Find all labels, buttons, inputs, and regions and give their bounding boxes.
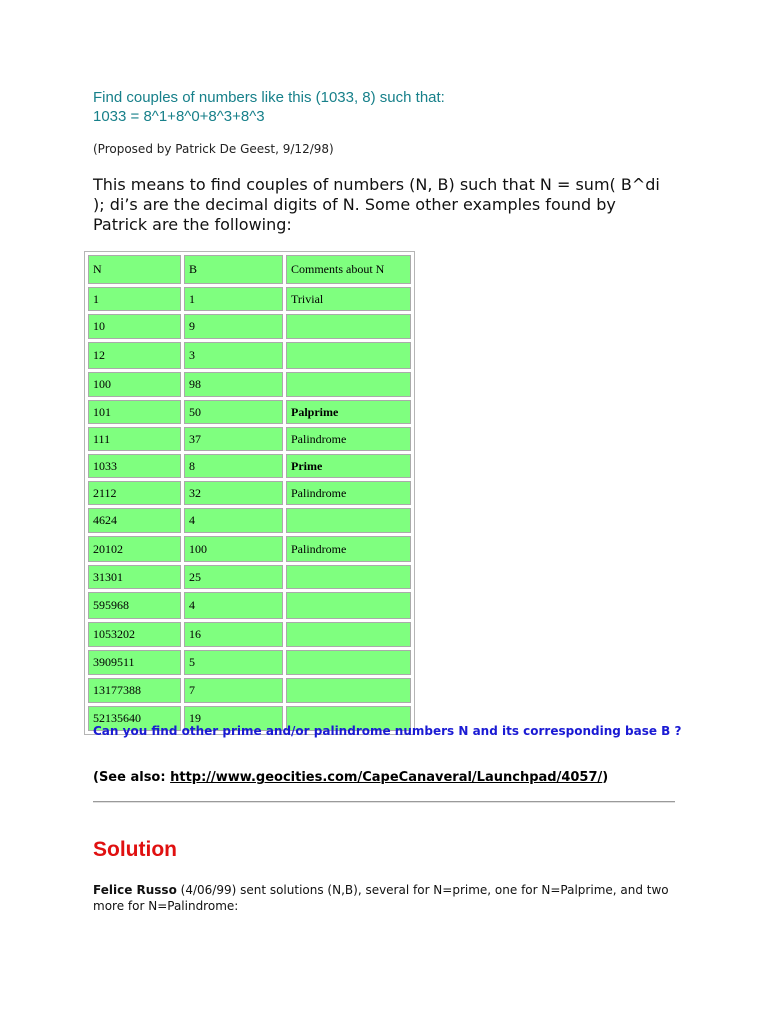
cell-b: 4 (184, 508, 283, 533)
see-also (93, 770, 608, 785)
cell-comment: Trivial (286, 287, 411, 311)
cell-comment (286, 565, 411, 589)
cell-comment (286, 372, 411, 397)
proposed-by: (Proposed by Patrick De Geest, 9/12/98) (93, 142, 334, 156)
solution-paragraph (93, 882, 683, 914)
cell-n: 52135640 (88, 706, 181, 731)
solution-author: Felice Russo (93, 883, 177, 897)
cell-comment (286, 650, 411, 675)
cell-n: 4624 (88, 508, 181, 533)
cell-b: 4 (184, 592, 283, 619)
cell-b: 1 (184, 287, 283, 311)
results-table (84, 251, 415, 735)
cell-n: 13177388 (88, 678, 181, 703)
cell-comment (286, 622, 411, 647)
intro-paragraph: This means to find couples of numbers (N, B) such that N = sum( B^di ); di’s are the decimal digits of N. Some other examples found by Patrick are the following: (93, 175, 660, 234)
header-n: N (88, 255, 181, 284)
cell-n: 10 (88, 314, 181, 339)
cell-n: 12 (88, 342, 181, 369)
cell-n: 3909511 (88, 650, 181, 675)
table-row (88, 400, 411, 424)
cell-b: 19 (184, 706, 283, 731)
cell-b: 100 (184, 536, 283, 562)
table-row (88, 650, 411, 675)
table-row (88, 565, 411, 589)
table-row (88, 536, 411, 562)
cell-n: 101 (88, 400, 181, 424)
table-row (88, 454, 411, 478)
see-also-suffix: ) (602, 770, 609, 785)
solution-text: (4/06/99) sent solutions (N,B), several for N=prime, one for N=Palprime, and two more for N=Palindrome: (93, 883, 669, 913)
table-row (88, 678, 411, 703)
table-row (88, 592, 411, 619)
cell-b: 98 (184, 372, 283, 397)
cell-comment: Palindrome (286, 536, 411, 562)
table-row (88, 372, 411, 397)
cell-b: 37 (184, 427, 283, 451)
cell-comment: Palprime (286, 400, 411, 424)
cell-comment: Palindrome (286, 427, 411, 451)
horizontal-divider (93, 801, 675, 803)
cell-n: 111 (88, 427, 181, 451)
title-line-1: Find couples of numbers like this (1033, 8) such that: (93, 89, 445, 106)
geocities-link[interactable]: http://www.geocities.com/CapeCanaveral/Launchpad/4057/ (170, 770, 603, 785)
see-also-prefix: (See also: (93, 770, 171, 785)
header-comments: Comments about N (286, 255, 411, 284)
table-row (88, 314, 411, 339)
cell-b: 3 (184, 342, 283, 369)
cell-comment (286, 508, 411, 533)
table-row (88, 427, 411, 451)
cell-n: 20102 (88, 536, 181, 562)
table-row (88, 508, 411, 533)
cell-b: 9 (184, 314, 283, 339)
cell-n: 1 (88, 287, 181, 311)
header-b: B (184, 255, 283, 284)
cell-b: 25 (184, 565, 283, 589)
solution-heading: Solution (93, 838, 177, 861)
problem-title (93, 88, 693, 126)
table-header-row (88, 255, 411, 284)
table-row (88, 287, 411, 311)
cell-n: 100 (88, 372, 181, 397)
cell-b: 5 (184, 650, 283, 675)
cell-comment: Prime (286, 454, 411, 478)
cell-b: 32 (184, 481, 283, 505)
cell-n: 31301 (88, 565, 181, 589)
cell-comment (286, 342, 411, 369)
results-table-body (88, 255, 411, 731)
cell-b: 50 (184, 400, 283, 424)
cell-n: 1053202 (88, 622, 181, 647)
cell-comment (286, 592, 411, 619)
cell-comment (286, 314, 411, 339)
cell-n: 1033 (88, 454, 181, 478)
cell-comment: Palindrome (286, 481, 411, 505)
cell-b: 16 (184, 622, 283, 647)
cell-b: 7 (184, 678, 283, 703)
cell-comment (286, 678, 411, 703)
table-row (88, 481, 411, 505)
title-line-2: 1033 = 8^1+8^0+8^3+8^3 (93, 108, 265, 125)
table-row (88, 622, 411, 647)
question-text: Can you find other prime and/or palindrome numbers N and its corresponding base B ? (93, 724, 682, 738)
cell-n: 2112 (88, 481, 181, 505)
table-row (88, 342, 411, 369)
cell-b: 8 (184, 454, 283, 478)
cell-n: 595968 (88, 592, 181, 619)
